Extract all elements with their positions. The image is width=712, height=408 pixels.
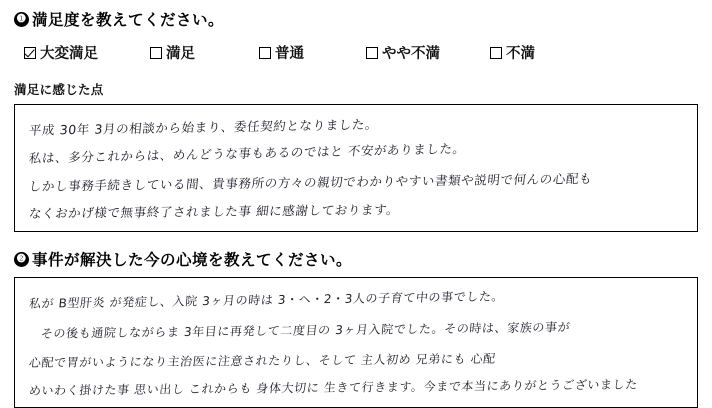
answer-box-question-2[interactable] [14,277,698,408]
checkbox-icon[interactable] [24,47,36,59]
answer-box-question-1[interactable] [14,104,698,232]
question-2-number: ❷ [14,252,29,267]
choice-label: 普通 [275,46,304,62]
choice-label: 不満 [506,46,535,62]
choice-satisfied[interactable] [150,42,195,63]
question-2-text: 事件が解決した今の心境を教えてください。 [32,252,353,269]
handwritten-line: 私が B型肝炎 が発症し、入院 3ヶ月の時は 3・ヘ・2・3人の子育て中の事でした。 [28,289,505,311]
checkbox-icon[interactable] [259,47,271,59]
handwritten-line: その後も通院しながらま 3年目に再発して二度目の 3ヶ月入院でした。その時は、家族の事が [40,320,571,341]
question-2-heading [14,248,698,270]
choice-label: 満足 [166,46,195,62]
checkbox-icon[interactable] [490,47,502,59]
choice-dissatisfied[interactable] [490,42,535,63]
handwritten-line: 平成 30年 3月の相談から始まり、委任契約となりました。 [28,116,379,138]
question-1-number: ❶ [14,12,29,27]
handwritten-line: 心配で胃がいようになり主治医に注意されたりし、そして 主人初め 兄弟にも 心配 [28,351,497,370]
question-1-heading [14,8,698,30]
satisfaction-points-subtitle: 満足に感じた点 [14,83,104,97]
handwritten-line: 私は、多分これからは、めんどうな事もあるのではと 不安がありました。 [28,140,467,166]
handwritten-line: しかし事務手続きしている間、貴事務所の方々の親切でわかりやすい書類や説明で何んの心配も [28,170,593,194]
handwritten-line: めいわく掛けた事 思い出し これからも 身体大切に 生きて行きます。今まで本当にありがとうございました [28,377,639,398]
choice-label: やや不満 [382,46,440,62]
choice-very-satisfied[interactable] [24,42,98,63]
choice-label: 大変満足 [40,46,98,62]
choice-neutral[interactable] [259,42,304,63]
satisfaction-choice-group [14,42,698,63]
handwritten-line: なくおかげ様で無事終了されました事 細に感謝しております。 [28,201,401,221]
choice-somewhat-dissatisfied[interactable] [366,42,440,63]
checkbox-icon[interactable] [366,47,378,59]
checkbox-icon[interactable] [150,47,162,59]
question-1-text: 満足度を教えてください。 [32,12,225,29]
